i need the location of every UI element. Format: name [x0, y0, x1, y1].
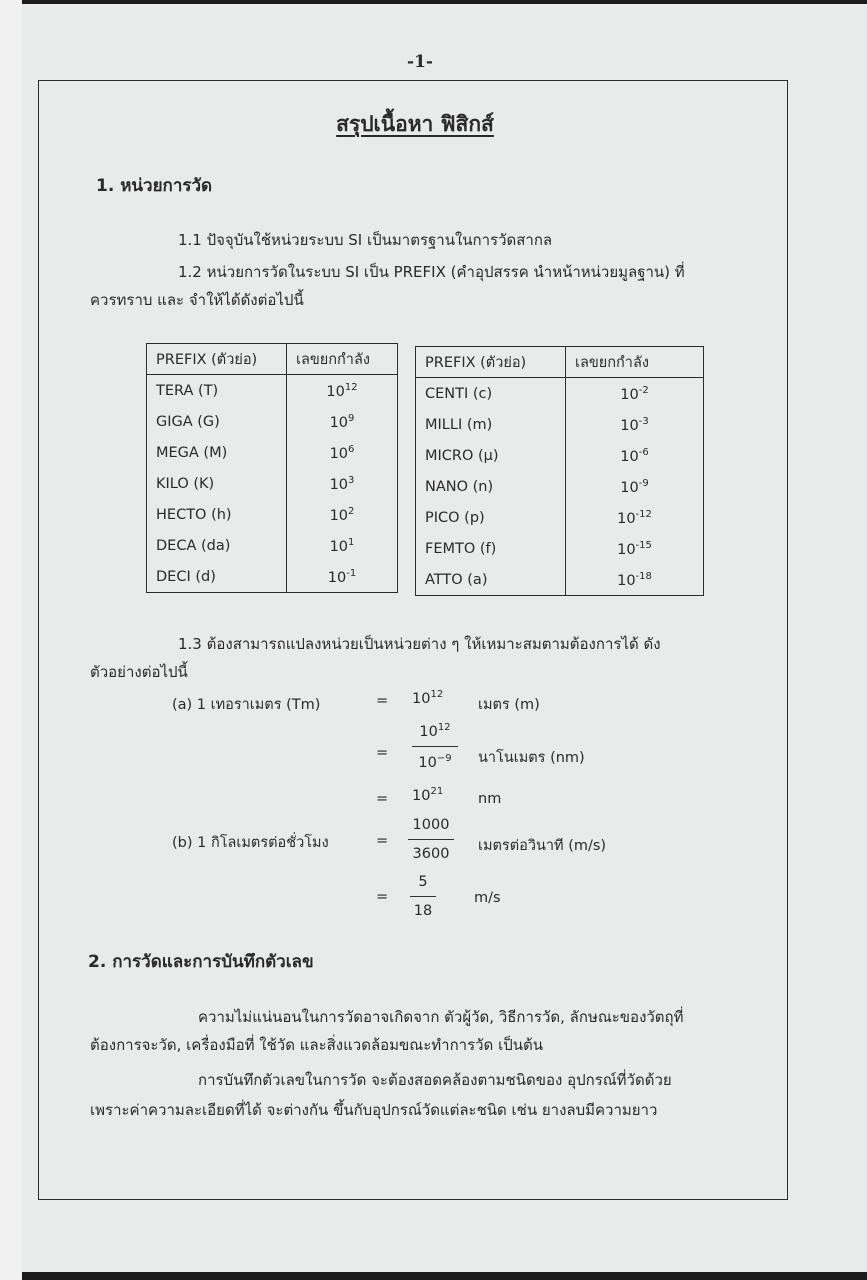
table-row	[147, 468, 398, 499]
paragraph-1-2-line1: 1.2 หน่วยการวัดในระบบ SI เป็น PREFIX (คำอุปสรรค นำหน้าหน่วยมูลฐาน) ที่	[178, 263, 685, 281]
paragraph-2-1-line2: ต้องการจะวัด, เครื่องมือที่ ใช้วัด และสิ่งแวดล้อมขณะทำการวัด เป็นต้น	[90, 1036, 543, 1054]
power-cell: $10^6$	[287, 437, 398, 468]
power-cell: $10^{-12}$	[566, 502, 704, 533]
fraction-denominator: $10^{-9}$	[418, 752, 452, 771]
table-row	[416, 564, 704, 596]
fraction-bar	[410, 896, 436, 897]
example-a-power: $10^{12}$	[412, 689, 444, 707]
example-a-unit-meter: เมตร (m)	[478, 697, 540, 713]
prefix-cell: NANO (n)	[416, 471, 566, 502]
power-cell: $10^{12}$	[287, 375, 398, 407]
equals-sign: =	[376, 833, 389, 849]
equals-sign: =	[376, 693, 389, 709]
paragraph-1-3-line1: 1.3 ต้องสามารถแปลงหน่วยเป็นหน่วยต่าง ๆ ให้เหมาะสมตามต้องการได้ ดัง	[178, 635, 661, 653]
page-title: สรุปเนื้อหา ฟิสิกส์	[336, 112, 494, 136]
prefix-table-right	[415, 346, 704, 596]
example-b-simplified-unit: m/s	[474, 890, 501, 906]
prefix-cell: MEGA (M)	[147, 437, 287, 468]
paragraph-2-1-line1: ความไม่แน่นอนในการวัดอาจเกิดจาก ตัวผู้วัด, วิธีการวัด, ลักษณะของวัตถุที่	[198, 1008, 684, 1026]
table-row	[147, 499, 398, 530]
paragraph-1-3-line2: ตัวอย่างต่อไปนี้	[90, 663, 188, 681]
paragraph-1-2-line2: ควรทราบ และ จำให้ได้ดังต่อไปนี้	[90, 291, 304, 309]
prefix-cell: MICRO (µ)	[416, 440, 566, 471]
prefix-cell: GIGA (G)	[147, 406, 287, 437]
table-row	[416, 409, 704, 440]
table-row	[416, 471, 704, 502]
paragraph-2-2-line1: การบันทึกตัวเลขในการวัด จะต้องสอดคล้องตามชนิดของ อุปกรณ์ที่วัดด้วย	[198, 1071, 672, 1089]
table-row	[416, 378, 704, 410]
example-b-fraction	[408, 817, 454, 862]
power-cell: $10^{-1}$	[287, 561, 398, 593]
prefix-cell: PICO (p)	[416, 502, 566, 533]
power-cell: $10^{-9}$	[566, 471, 704, 502]
fraction-numerator: 5	[418, 874, 428, 890]
example-b-label: (b) 1 กิโลเมตรต่อชั่วโมง	[172, 835, 329, 851]
page-number: -1-	[407, 52, 433, 72]
example-a-unit-nanometer: นาโนเมตร (nm)	[478, 750, 585, 766]
paragraph-2-2-line2: เพราะค่าความละเอียดที่ได้ จะต่างกัน ขึ้นกับอุปกรณ์วัดแต่ละชนิด เช่น ยางลบมีความยาว	[90, 1101, 658, 1119]
column-header-prefix: PREFIX (ตัวย่อ)	[147, 344, 287, 375]
table-row	[416, 440, 704, 471]
column-header-exponent: เลขยกกำลัง	[566, 347, 704, 378]
fraction-bar	[408, 839, 454, 840]
table-row	[147, 530, 398, 561]
table-row	[147, 406, 398, 437]
prefix-cell: MILLI (m)	[416, 409, 566, 440]
prefix-cell: DECA (da)	[147, 530, 287, 561]
power-cell: $10^{-6}$	[566, 440, 704, 471]
prefix-cell: TERA (T)	[147, 375, 287, 407]
fraction-numerator: $10^{12}$	[419, 722, 451, 740]
page-edge-left	[0, 0, 22, 1280]
column-header-exponent: เลขยกกำลัง	[287, 344, 398, 375]
power-cell: $10^3$	[287, 468, 398, 499]
prefix-cell: FEMTO (f)	[416, 533, 566, 564]
example-b-unit: เมตรต่อวินาที (m/s)	[478, 838, 607, 854]
prefix-cell: HECTO (h)	[147, 499, 287, 530]
table-header-row	[147, 344, 398, 375]
table-row	[147, 437, 398, 468]
power-cell: $10^2$	[287, 499, 398, 530]
power-cell: $10^1$	[287, 530, 398, 561]
power-cell: $10^9$	[287, 406, 398, 437]
table-row	[416, 502, 704, 533]
table-row	[416, 533, 704, 564]
fraction-bar	[412, 746, 458, 747]
power-cell: $10^{-2}$	[566, 378, 704, 410]
example-a-result-unit: nm	[478, 791, 502, 807]
prefix-cell: ATTO (a)	[416, 564, 566, 596]
power-cell: $10^{-3}$	[566, 409, 704, 440]
paragraph-1-1: 1.1 ปัจจุบันใช้หน่วยระบบ SI เป็นมาตรฐานในการวัดสากล	[178, 231, 553, 249]
table-row	[147, 375, 398, 407]
power-cell: $10^{-18}$	[566, 564, 704, 596]
example-a-result-power: $10^{21}$	[412, 786, 444, 804]
prefix-cell: CENTI (c)	[416, 378, 566, 410]
example-b-fraction-simplified	[410, 874, 436, 919]
table-row	[147, 561, 398, 593]
equals-sign: =	[376, 791, 389, 807]
section-2-heading: 2. การวัดและการบันทึกตัวเลข	[88, 952, 314, 972]
fraction-denominator: 3600	[412, 846, 450, 862]
prefix-cell: KILO (K)	[147, 468, 287, 499]
equals-sign: =	[376, 745, 389, 761]
example-a-label: (a) 1 เทอราเมตร (Tm)	[172, 697, 321, 713]
column-header-prefix: PREFIX (ตัวย่อ)	[416, 347, 566, 378]
equals-sign: =	[376, 889, 389, 905]
fraction-denominator: 18	[413, 903, 433, 919]
prefix-cell: DECI (d)	[147, 561, 287, 593]
example-a-fraction	[412, 722, 458, 771]
power-cell: $10^{-15}$	[566, 533, 704, 564]
section-1-heading: 1. หน่วยการวัด	[96, 176, 213, 196]
fraction-numerator: 1000	[412, 817, 450, 833]
table-header-row	[416, 347, 704, 378]
prefix-table-left	[146, 343, 398, 593]
